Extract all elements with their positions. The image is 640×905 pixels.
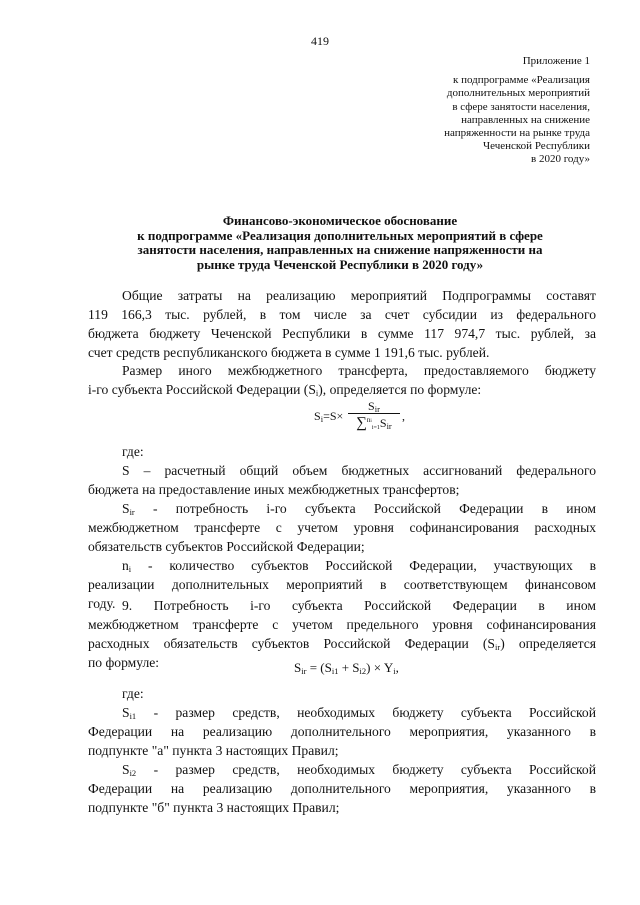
appendix-line: дополнительных мероприятий [446,87,590,100]
text-line: межбюджетном трансферте с учетом предельного уровня софинансирования [88,617,596,632]
appendix-line: в сфере занятости населения, [452,100,590,113]
text-line: реализации дополнительных мероприятий в соответствующем финансовом [88,577,596,592]
text-line: подпункте "б" пункта 3 настоящих Правил; [88,800,340,815]
formula-sir: $S_{ir} = (S_{i1} + S_{i2}) \times Y_i$, [294,660,399,676]
definitions-block-2 [88,684,596,817]
text-fragment: ), определяется по формуле: [318,382,482,397]
where-label: где: [122,686,144,701]
title-line: рынке труда Чеченской Республики в 2020 году» [196,256,484,272]
text-line [88,380,596,399]
text-line: межбюджетном трансферте с учетом уровня софинансирования расходных [88,520,596,535]
paragraph-transfer-size [88,361,596,399]
text-line: Федерации на реализацию дополнительного мероприятия, указанного в [88,724,596,739]
fraction-denominator: $\sum^{ni}_{i=1}S_{ir}$ [356,415,392,431]
appendix-line: Чеченской Республики [482,140,590,153]
text-line: подпункте "а" пункта 3 настоящих Правил; [88,743,339,758]
appendix-title: Приложение 1 [522,55,590,67]
title-line: занятости населения, направленных на снижение напряженности на [137,242,543,257]
appendix-line: к подпрограмме «Реализация [452,74,590,87]
text-line: S – расчетный общий объем бюджетных ассигнований федерального [122,463,596,478]
text-line: $n_i$ - количество субъектов Российской Федерации, участвующих в [122,558,596,574]
text-line: Федерации на реализацию дополнительного мероприятия, указанного в [88,781,596,796]
appendix-line: в 2020 году» [531,153,590,166]
text-line: счет средств республиканского бюджета в сумме 1 191,6 тыс. рублей. [88,345,490,360]
text-line: $S_{ir}$ - потребность i-го субъекта Российской Федерации в ином [122,501,596,517]
text-line: $S_{i1}$ - размер средств, необходимых бюджету субъекта Российской [122,705,596,721]
appendix-line: направленных на снижение [461,113,590,126]
definitions-block-1 [88,442,596,613]
text-line: расходных обязательств субъектов Российской Федерации $(S_{ir})$ определяется [88,636,597,652]
where-label: где: [122,444,144,459]
text-line: $S_{i2}$ - размер средств, необходимых бюджету субъекта Российской [122,762,596,778]
title-line: Финансово-экономическое обоснование [222,213,458,228]
page-number: 419 [311,34,329,48]
formula-si [300,399,420,443]
text-line: бюджета бюджету Чеченской Республики в сумме 117 974,7 тыс. рублей, за [88,326,596,341]
text-line: году. [88,596,116,611]
appendix-header [350,55,590,167]
text-line: Общие затраты на реализацию мероприятий Подпрограммы составят [122,288,596,303]
document-title [90,214,590,272]
title-line: к подпрограмме «Реализация дополнительных мероприятий в сфере [137,227,543,243]
paragraph-total-costs [88,286,596,362]
fraction-numerator: $S_{ir}$ [348,399,400,414]
subscript: i [315,388,319,398]
formula-comma: , [402,409,405,423]
text-line: 119 166,3 тыс. рублей, в том числе за счет субсидии из федерального [88,307,596,322]
appendix-line: напряженности на рынке труда [444,127,590,140]
text-line: 9. Потребность i-го субъекта Российской Федерации в ином [122,598,596,613]
formula-lhs: $S_i=S\times$ [314,409,344,424]
formula-fraction [348,399,400,432]
text-line: бюджета на предоставление иных межбюджетных трансфертов; [88,482,460,497]
text-line: по формуле: [88,655,160,670]
text-line: Размер иного межбюджетного трансферта, предоставляемого бюджету [122,363,596,378]
text-line: обязательств субъектов Российской Федерации; [88,539,365,554]
text-fragment: i-го субъекта Российской Федерации (S [88,382,316,397]
